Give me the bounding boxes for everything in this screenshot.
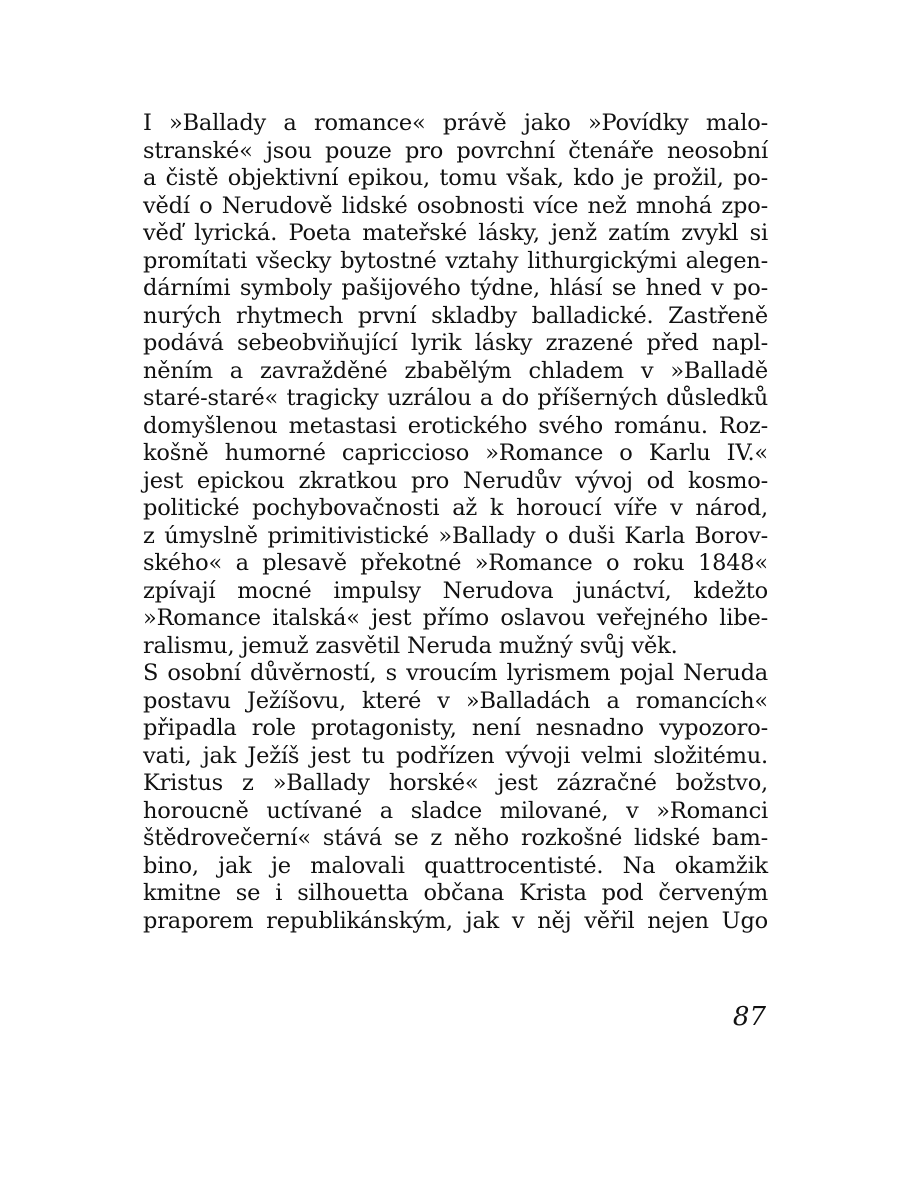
text-line: a čistě objektivní epikou, tomu však, kdo je prožil, po- xyxy=(143,165,768,191)
text-line: košně humorné capriccioso »Romance o Karlu IV.« xyxy=(143,440,768,466)
text-line: nurých rhytmech první skladby balladické. Zastřeně xyxy=(143,302,768,329)
text-line: připadla role protagonisty, není nesnadno vypozoro- xyxy=(143,715,768,741)
text-line: Kristus z »Ballady horské« jest zázračné božstvo, xyxy=(143,770,768,796)
text-line: věď lyrická. Poeta mateřské lásky, jenž zatím zvykl si xyxy=(143,220,768,246)
text-line: dárními symboly pašijového týdne, hlásí se hned v po- xyxy=(143,275,768,301)
text-line: S osobní důvěrností, s vroucím lyrismem pojal Neruda xyxy=(143,660,768,686)
text-line: štědrovečerní« stává se z něho rozkošné lidské bam- xyxy=(143,825,768,851)
text-line: bino, jak je malovali quattrocentisté. Na okamžik xyxy=(143,852,768,879)
text-line: ského« a plesavě překotné »Romance o roku 1848« xyxy=(143,550,768,576)
text-line: z úmyslně primitivistické »Ballady o duši Karla Borov- xyxy=(143,522,768,549)
text-line: jest epickou zkratkou pro Nerudův vývoj od kosmo- xyxy=(143,467,768,494)
text-line: podává sebeobviňující lyrik lásky zrazené před napl- xyxy=(143,330,768,356)
text-line: ralismu, jemuž zasvětil Neruda mužný svůj věk. xyxy=(143,632,678,659)
text-line: postavu Ježíšovu, které v »Balladách a romancích« xyxy=(143,687,768,714)
text-line: zpívají mocné impulsy Nerudova junáctví, kdežto xyxy=(143,577,768,604)
text-line: vědí o Nerudově lidské osobnosti více než mnohá zpo- xyxy=(143,192,768,219)
text-line: vati, jak Ježíš jest tu podřízen vývoji velmi složitému. xyxy=(143,742,768,769)
text-line: stranské« jsou pouze pro povrchní čtenáře neosobní xyxy=(143,137,768,164)
text-line: promítati všecky bytostné vztahy lithurgickými alegen- xyxy=(143,247,768,274)
text-line: horoucně uctívané a sladce milované, v »Romanci xyxy=(143,797,768,824)
body-text xyxy=(143,110,768,935)
text-line: I »Ballady a romance« právě jako »Povídky malo- xyxy=(143,110,768,136)
text-line: praporem republikánským, jak v něj věřil nejen Ugo xyxy=(143,907,768,934)
text-line: domyšlenou metastasi erotického svého románu. Roz- xyxy=(143,412,768,439)
text-line: staré-staré« tragicky uzrálou a do příšerných důsledků xyxy=(143,385,768,411)
text-line: něním a zavražděné zbabělým chladem v »Balladě xyxy=(143,357,768,384)
text-line: politické pochybovačnosti až k horoucí víře v národ, xyxy=(143,495,768,521)
page-number: 87 xyxy=(732,1002,766,1032)
text-line: kmitne se i silhouetta občana Krista pod červeným xyxy=(143,880,768,906)
text-line: »Romance italská« jest přímo oslavou veřejného libe- xyxy=(143,605,768,631)
